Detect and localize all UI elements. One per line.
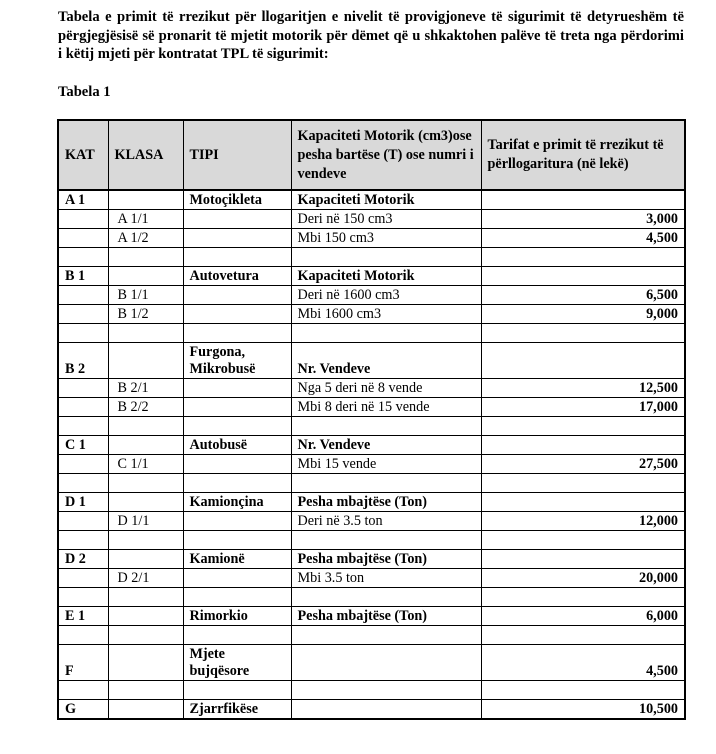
cell-klasa: A 1/1 [108, 210, 183, 229]
cell-tarif: 4,500 [481, 645, 685, 681]
cell-tarif [481, 343, 685, 379]
cell-kat [58, 379, 108, 398]
cell-tipi [183, 379, 291, 398]
cell-tipi: Autovetura [183, 267, 291, 286]
intro-paragraph: Tabela e primit të rrezikut për llogaritjen e nivelit të provigjoneve të sigurimit të detyrueshëm të përgjegjësisë së pronarit të mjetit motorik për dëmet që u shkaktohen palëve të treta nga përdorimi i këtij mjeti për kontratat TPL të sigurimit: [58, 9, 684, 62]
cell-kat [58, 398, 108, 417]
cell-kapaciteti: Mbi 150 cm3 [291, 229, 481, 248]
cell-kapaciteti [291, 645, 481, 681]
table-row [58, 398, 685, 417]
table-row [58, 455, 685, 474]
spacer-row [58, 626, 685, 645]
cell-kat: F [58, 645, 108, 681]
cell-kapaciteti: Pesha mbajtëse (Ton) [291, 493, 481, 512]
cell-kat [58, 229, 108, 248]
cell-klasa: B 1/1 [108, 286, 183, 305]
cell-tipi: Mjete bujqësore [183, 645, 291, 681]
table-row [58, 379, 685, 398]
cell-tipi: Rimorkio [183, 607, 291, 626]
spacer-row [58, 417, 685, 436]
cell-kapaciteti: Nr. Vendeve [291, 436, 481, 455]
cell-tarif: 3,000 [481, 210, 685, 229]
cell-kat [58, 210, 108, 229]
cell-tipi [183, 286, 291, 305]
table-row [58, 512, 685, 531]
cell-kapaciteti: Kapaciteti Motorik [291, 267, 481, 286]
table-row [58, 493, 685, 512]
cell-tipi: Kamionë [183, 550, 291, 569]
cell-kat [58, 286, 108, 305]
cell-klasa [108, 607, 183, 626]
table-row [58, 436, 685, 455]
cell-klasa [108, 550, 183, 569]
table-row [58, 305, 685, 324]
cell-kat [58, 569, 108, 588]
cell-kapaciteti: Pesha mbajtëse (Ton) [291, 550, 481, 569]
cell-kapaciteti: Mbi 1600 cm3 [291, 305, 481, 324]
table-row [58, 267, 685, 286]
cell-tarif [481, 190, 685, 210]
cell-tarif: 6,500 [481, 286, 685, 305]
cell-tarif [481, 493, 685, 512]
cell-klasa [108, 343, 183, 379]
cell-tarif: 9,000 [481, 305, 685, 324]
cell-tarif [481, 436, 685, 455]
cell-klasa: C 1/1 [108, 455, 183, 474]
spacer-row [58, 474, 685, 493]
cell-tarif [481, 550, 685, 569]
cell-tipi: Kamionçina [183, 493, 291, 512]
table-row [58, 190, 685, 210]
cell-tarif: 17,000 [481, 398, 685, 417]
cell-klasa: B 2/2 [108, 398, 183, 417]
cell-kapaciteti: Deri në 3.5 ton [291, 512, 481, 531]
cell-kat [58, 512, 108, 531]
cell-klasa [108, 700, 183, 720]
cell-kat: D 1 [58, 493, 108, 512]
cell-tipi [183, 305, 291, 324]
cell-klasa [108, 267, 183, 286]
cell-kat: B 2 [58, 343, 108, 379]
cell-kapaciteti: Mbi 3.5 ton [291, 569, 481, 588]
cell-klasa [108, 190, 183, 210]
cell-tarif: 20,000 [481, 569, 685, 588]
cell-kat: C 1 [58, 436, 108, 455]
table-header-row [58, 120, 685, 190]
cell-klasa: D 1/1 [108, 512, 183, 531]
table-row [58, 550, 685, 569]
premium-table [57, 119, 686, 720]
spacer-row [58, 531, 685, 550]
cell-klasa: A 1/2 [108, 229, 183, 248]
cell-kat: G [58, 700, 108, 720]
cell-tipi [183, 455, 291, 474]
cell-kapaciteti: Nr. Vendeve [291, 343, 481, 379]
cell-tarif: 27,500 [481, 455, 685, 474]
cell-tipi: Zjarrfikëse [183, 700, 291, 720]
table-row [58, 607, 685, 626]
cell-kapaciteti: Nga 5 deri në 8 vende [291, 379, 481, 398]
cell-kat [58, 305, 108, 324]
cell-klasa [108, 493, 183, 512]
cell-tarif: 4,500 [481, 229, 685, 248]
spacer-row [58, 588, 685, 607]
cell-klasa: B 2/1 [108, 379, 183, 398]
cell-kat: A 1 [58, 190, 108, 210]
cell-kat: E 1 [58, 607, 108, 626]
cell-tarif: 6,000 [481, 607, 685, 626]
table-row [58, 700, 685, 720]
cell-tipi: Autobusë [183, 436, 291, 455]
cell-tipi [183, 569, 291, 588]
header-kapaciteti: Kapaciteti Motorik (cm3)ose pesha bartëse (T) ose numri i vendeve [291, 120, 481, 190]
cell-kapaciteti: Kapaciteti Motorik [291, 190, 481, 210]
cell-kat [58, 455, 108, 474]
cell-tarif: 12,500 [481, 379, 685, 398]
header-kat: KAT [58, 120, 108, 190]
cell-tipi [183, 210, 291, 229]
table-row [58, 569, 685, 588]
cell-kapaciteti: Deri në 1600 cm3 [291, 286, 481, 305]
table-row [58, 343, 685, 379]
cell-kapaciteti: Pesha mbajtëse (Ton) [291, 607, 481, 626]
cell-kapaciteti: Mbi 15 vende [291, 455, 481, 474]
cell-kapaciteti: Mbi 8 deri në 15 vende [291, 398, 481, 417]
cell-tipi [183, 398, 291, 417]
cell-tipi: Motoçikleta [183, 190, 291, 210]
cell-tarif: 10,500 [481, 700, 685, 720]
cell-klasa [108, 436, 183, 455]
cell-tipi: Furgona, Mikrobusë [183, 343, 291, 379]
cell-tarif: 12,000 [481, 512, 685, 531]
table-caption: Tabela 1 [58, 84, 111, 100]
cell-kat: B 1 [58, 267, 108, 286]
header-tipi: TIPI [183, 120, 291, 190]
header-klasa: KLASA [108, 120, 183, 190]
cell-tipi [183, 512, 291, 531]
cell-klasa: D 2/1 [108, 569, 183, 588]
table-row [58, 645, 685, 681]
cell-tarif [481, 267, 685, 286]
spacer-row [58, 681, 685, 700]
cell-kat: D 2 [58, 550, 108, 569]
table-row [58, 229, 685, 248]
spacer-row [58, 248, 685, 267]
spacer-row [58, 324, 685, 343]
cell-kapaciteti: Deri në 150 cm3 [291, 210, 481, 229]
table-row [58, 286, 685, 305]
cell-tipi [183, 229, 291, 248]
header-tarifat: Tarifat e primit të rrezikut të përllogaritura (në lekë) [481, 120, 685, 190]
cell-kapaciteti [291, 700, 481, 720]
table-row [58, 210, 685, 229]
cell-klasa [108, 645, 183, 681]
cell-klasa: B 1/2 [108, 305, 183, 324]
